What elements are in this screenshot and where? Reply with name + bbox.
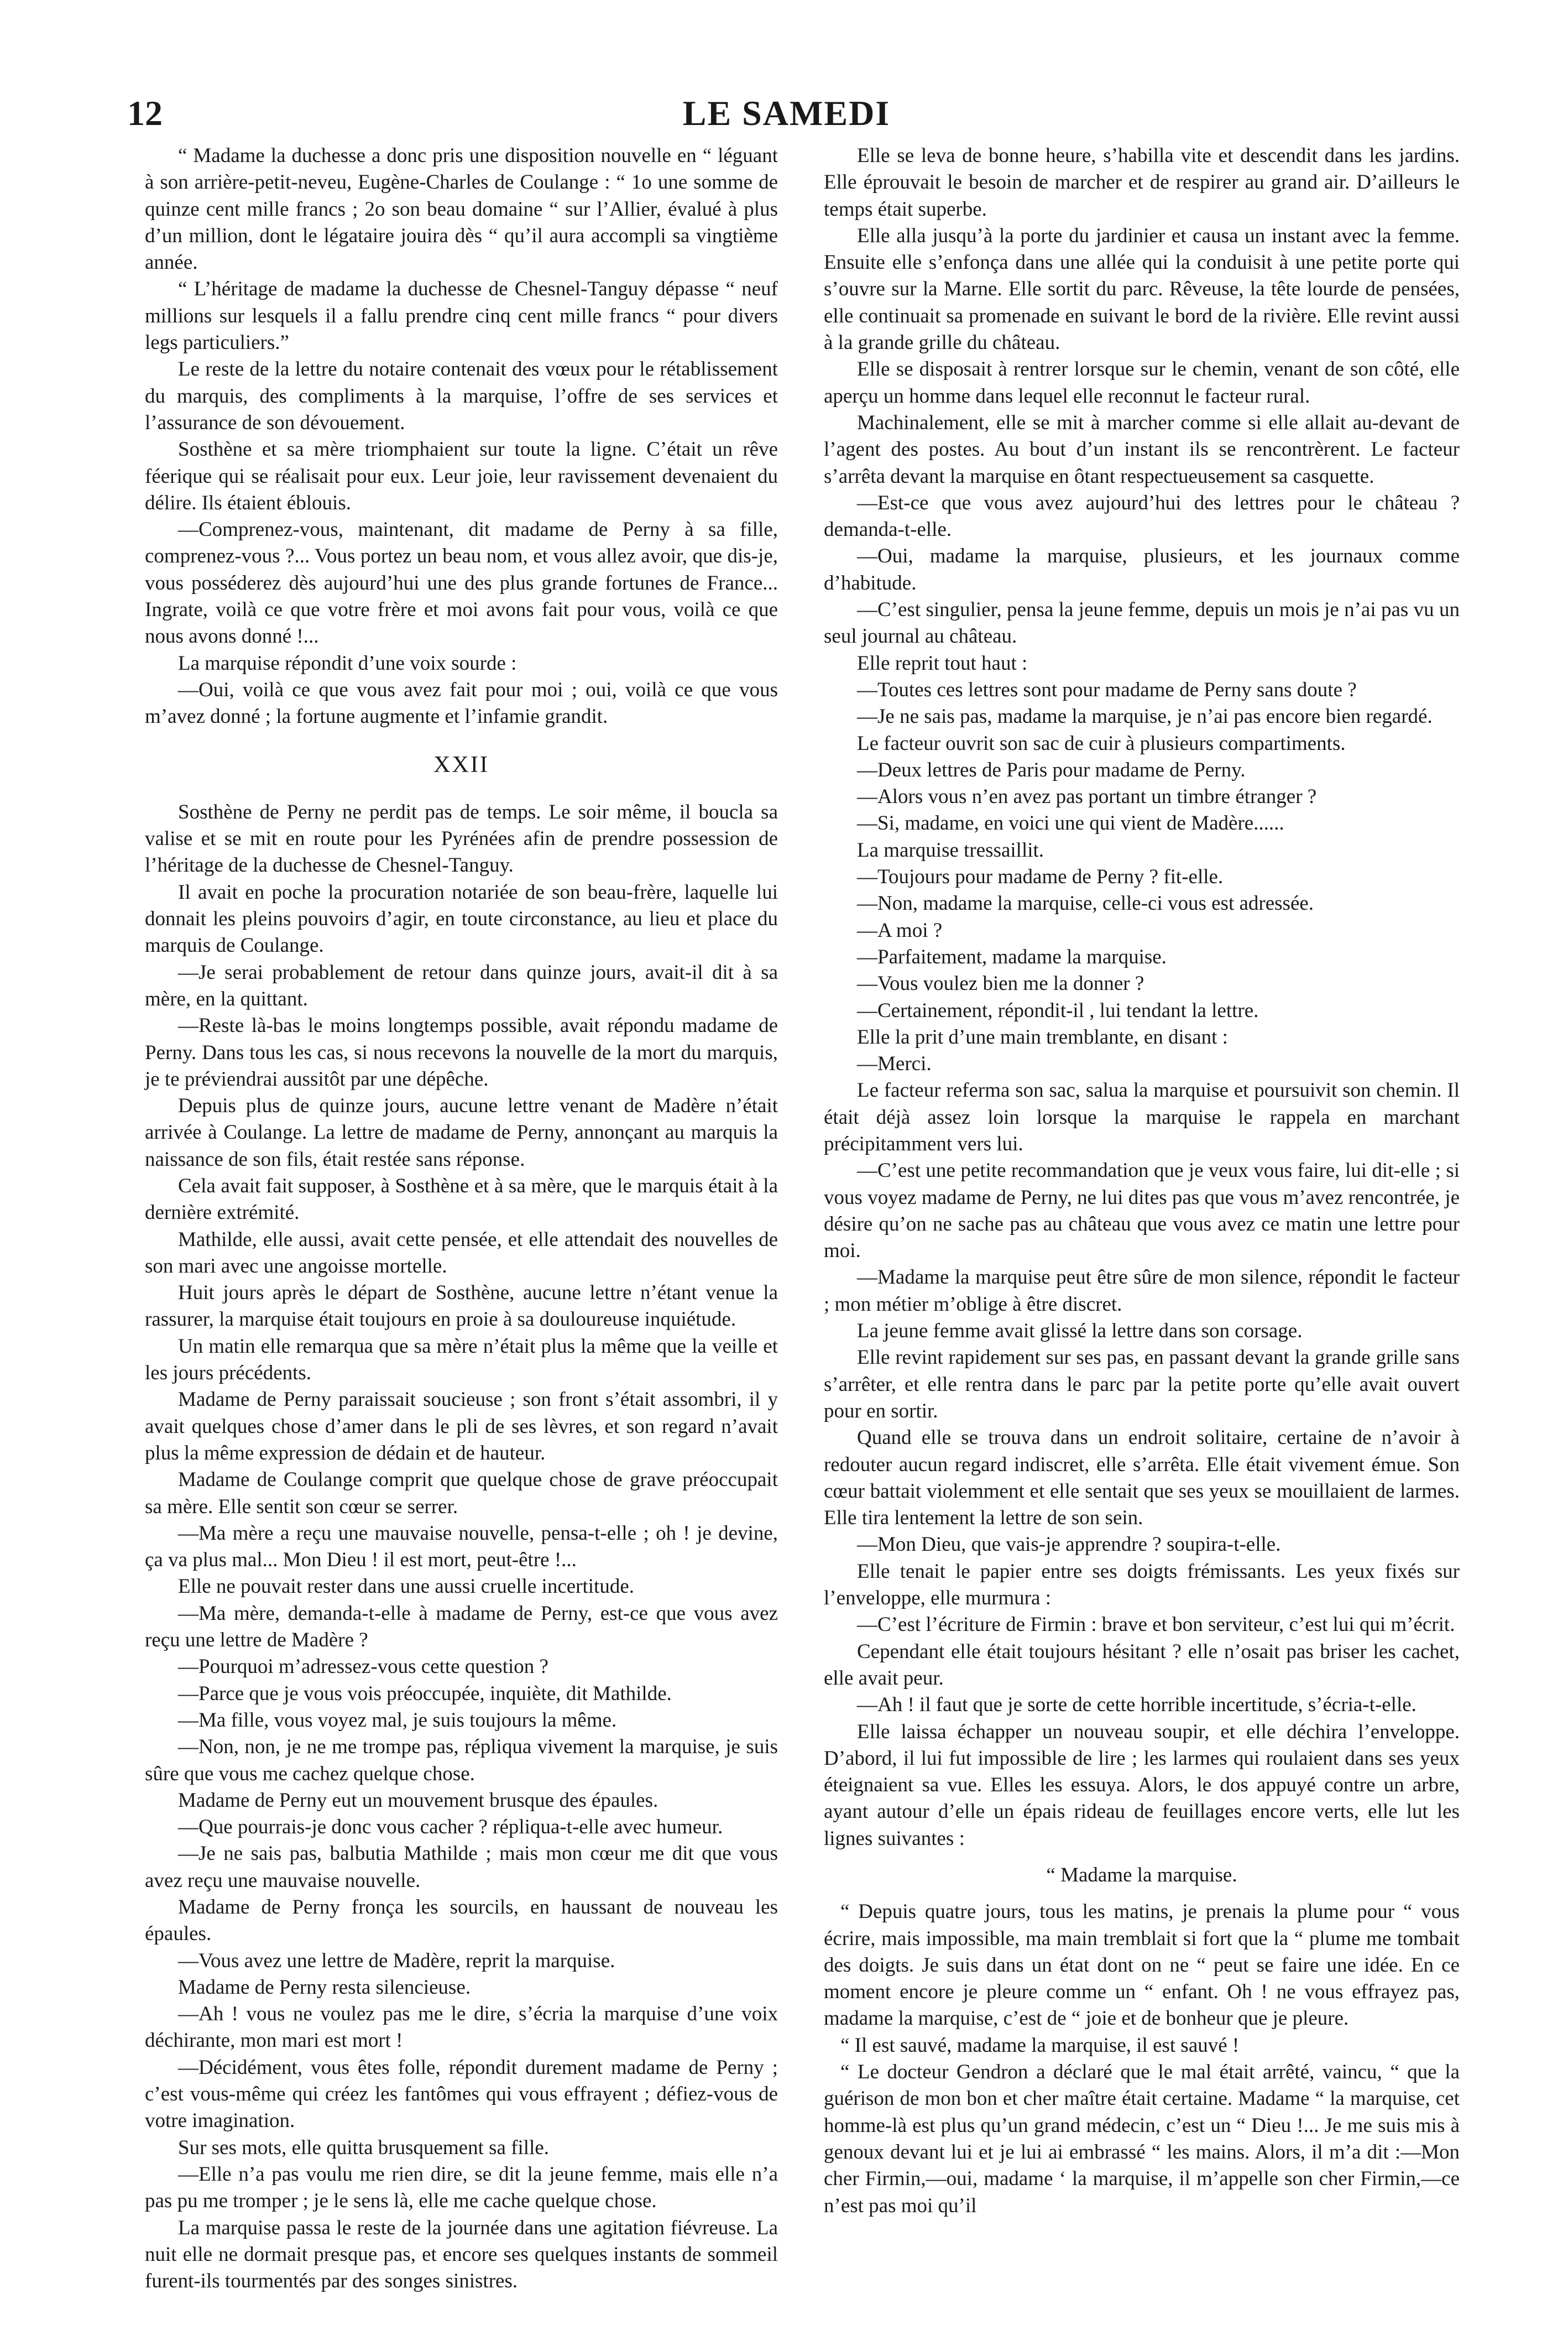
paragraph: —Je ne sais pas, madame la marquise, je n’ai pas encore bien regardé. [857,705,1433,728]
paragraph: Madame de Coulange comprit que quelque chose de grave préoccupait sa mère. Elle sentit son cœur se serrer. [145,1468,778,1518]
paragraph: Machinalement, elle se mit à marcher comme si elle allait au-devant de l’agent des postes. Au bout d’un instant ils se rencontrèrent. Le facteur s’arrêta devant la marquise en ôtant respectueusement sa casquette. [824,411,1460,488]
paragraph: Elle revint rapidement sur ses pas, en passant devant la grande grille sans s’arrêter, et elle rentra dans le parc par la petite porte qu’elle avait ouvert pour en sortir. [824,1346,1460,1422]
paragraph: Elle se leva de bonne heure, s’habilla vite et descendit dans les jardins. Elle éprouvait le besoin de marcher et de respirer au grand air. D’ailleurs le temps était superbe. [824,144,1460,221]
paragraph: —Oui, madame la marquise, plusieurs, et les journaux comme d’habitude. [824,545,1460,595]
right-column [824,143,1460,2219]
paragraph: —Parce que je vous vois préoccupée, inquiète, dit Mathilde. [178,1682,672,1705]
letter-salutation: “ Madame la marquise. [1046,1864,1237,1886]
paragraph: —Alors vous n’en avez pas portant un timbre étranger ? [857,785,1317,809]
paragraph: —Je serai probablement de retour dans quinze jours, avait-il dit à sa mère, en la quittant. [145,961,778,1010]
paragraph: La jeune femme avait glissé la lettre dans son corsage. [857,1320,1303,1343]
paragraph: —Non, madame la marquise, celle-ci vous est adressée. [857,892,1314,915]
paragraph: —Ma fille, vous voyez mal, je suis toujours la même. [178,1708,617,1732]
letter-paragraph: “ Il est sauvé, madame la marquise, il est sauvé ! [840,2034,1240,2057]
paragraph: Elle alla jusqu’à la porte du jardinier et causa un instant avec la femme. Ensuite elle s’enfonça dans une allée qui la conduisit à une petite porte qui s’ouvre sur la Marne. Elle sortit du parc. Rêveuse, la tête lourde de pensées, elle continuait sa promenade en suivant le bord de la rivière. Elle revint aussi à la grande grille du château. [824,224,1460,355]
left-column [145,143,778,2295]
paragraph: Madame de Perny resta silencieuse. [178,1975,471,1999]
paragraph: Madame de Perny paraissait soucieuse ; son front s’était assombri, il y avait quelques chose d’amer dans le pli de ses lèvres, et son regard n’avait plus la même expression de dédain et de hauteur. [145,1388,778,1464]
letter-paragraph: “ Depuis quatre jours, tous les matins, je prenais la plume pour “ vous écrire, mais impossible, ma main tremblait si fort que la “ plume me tombait des doigts. Je suis dans un état dont on ne “ peut se faire une idée. En ce moment encore je pleure comme un “ enfant. Oh ! ne vous effrayez pas, madame la marquise, c’est de “ joie et de bonheur que je pleure. [824,1900,1460,2030]
page-header [127,93,1446,143]
paragraph: Madame de Perny eut un mouvement brusque des épaules. [178,1789,658,1812]
paragraph: Elle laissa échapper un nouveau soupir, et elle déchira l’enveloppe. D’abord, il lui fut impossible de lire ; les larmes qui roulaient dans ses yeux éteignaient sa vue. Elles les essuya. Alors, le dos appuyé contre un arbre, ayant autour d’elle un épais rideau de feuillages encore verts, elle lut les lignes suivantes : [824,1720,1460,1850]
paragraph: —Toutes ces lettres sont pour madame de Perny sans doute ? [857,678,1357,701]
paragraph: —Certainement, répondit-il , lui tendant la lettre. [857,999,1259,1022]
paragraph: —Mon Dieu, que vais-je apprendre ? soupira-t-elle. [857,1533,1281,1556]
paragraph: Le facteur referma son sac, salua la marquise et poursuivit son chemin. Il était déjà assez loin lorsque la marquise le rappela en marchant précipitamment vers lui. [824,1079,1460,1155]
paragraph: Le facteur ouvrit son sac de cuir à plusieurs compartiments. [857,732,1346,755]
paragraph: —C’est singulier, pensa la jeune femme, depuis un mois je n’ai pas vu un seul journal au château. [824,598,1460,648]
paragraph: La marquise passa le reste de la journée dans une agitation fiévreuse. La nuit elle ne dormait presque pas, et encore ses quelques instants de sommeil furent-ils tourmentés par des songes sinistres. [145,2216,778,2293]
paragraph: —Si, madame, en voici une qui vient de Madère...... [857,812,1284,835]
letter-paragraph: “ Le docteur Gendron a déclaré que le mal était arrêté, vaincu, “ que la guérison de mon bon et cher maître était certaine. Madame “ la marquise, cet homme-là est plus qu’un grand médecin, c’est un “ Dieu !... Je me suis mis à genoux devant lui et je lui ai embrassé “ les mains. Alors, il m’a dit :—Mon cher Firmin,—oui, madame ‘ la marquise, il m’appelle son cher Firmin,—ce n’est pas moi qu’il [824,2061,1460,2217]
paragraph: Cela avait fait supposer, à Sosthène et à sa mère, que le marquis était à la dernière extrémité. [145,1174,778,1224]
paragraph: —Décidément, vous êtes folle, répondit durement madame de Perny ; c’est vous-même qui créez les fantômes qui vous effrayent ; défiez-vous de votre imagination. [145,2056,778,2133]
page-number: 12 [127,93,163,133]
paragraph: —Reste là-bas le moins longtemps possible, avait répondu madame de Perny. Dans tous les cas, si nous recevons la nouvelle de la mort du marquis, je te préviendrai aussitôt par une dépêche. [145,1014,778,1091]
paragraph: Elle reprit tout haut : [857,651,1028,675]
paragraph: —C’est une petite recommandation que je veux vous faire, lui dit-elle ; si vous voyez madame de Perny, ne lui dites pas que vous m’avez rencontrée, je désire qu’on ne sache pas au château que vous avez ce matin une lettre pour moi. [824,1159,1460,1263]
paragraph: —Est-ce que vous avez aujourd’hui des lettres pour le château ? demanda-t-elle. [824,491,1460,541]
paragraph: —Pourquoi m’adressez-vous cette question ? [178,1655,548,1678]
paragraph: —Vous avez une lettre de Madère, reprit la marquise. [178,1949,615,1972]
paragraph: Cependant elle était toujours hésitant ? elle n’osait pas briser les cachet, elle avait peur. [824,1640,1460,1690]
paragraph: —Toujours pour madame de Perny ? fit-elle. [857,866,1224,889]
paragraph: Depuis plus de quinze jours, aucune lettre venant de Madère n’était arrivée à Coulange. La lettre de madame de Perny, annonçant au marquis la naissance de son fils, était restée sans réponse. [145,1094,778,1171]
paragraph: “ Madame la duchesse a donc pris une disposition nouvelle en “ léguant à son arrière-petit-neveu, Eugène-Charles de Coulange : “ 1o une somme de quinze cent mille francs ; 2o son beau domaine “ sur l’Allier, évalué à plus d’un million, dont le légataire jouira dès “ qu’il aura accompli sa vingtième année. [145,144,778,274]
paragraph: —Ah ! il faut que je sorte de cette horrible incertitude, s’écria-t-elle. [857,1693,1417,1717]
paragraph: Elle se disposait à rentrer lorsque sur le chemin, venant de son côté, elle aperçu un homme dans lequel elle reconnut le facteur rural. [824,358,1460,408]
paragraph: Elle tenait le papier entre ses doigts frémissants. Les yeux fixés sur l’enveloppe, elle murmura : [824,1560,1460,1610]
paragraph: Huit jours après le départ de Sosthène, aucune lettre n’étant venue la rassurer, la marquise était toujours en proie à sa douloureuse inquiétude. [145,1281,778,1331]
paragraph: —A moi ? [857,919,943,942]
chapter-heading: XXII [433,752,489,778]
paragraph: —Que pourrais-je donc vous cacher ? répliqua-t-elle avec humeur. [178,1816,723,1839]
paragraph: —Deux lettres de Paris pour madame de Perny. [857,758,1246,781]
paragraph: —Vous voulez bien me la donner ? [857,972,1144,995]
paragraph: Elle la prit d’une main tremblante, en disant : [857,1025,1228,1049]
paragraph: La marquise tressaillit. [857,838,1044,862]
paragraph: —C’est l’écriture de Firmin : brave et bon serviteur, c’est lui qui m’écrit. [857,1613,1455,1636]
paragraph: —Madame la marquise peut être sûre de mon silence, répondit le facteur ; mon métier m’oblige à être discret. [824,1266,1460,1316]
paragraph: Il avait en poche la procuration notariée de son beau-frère, laquelle lui donnait les pleins pouvoirs d’agir, en toute circonstance, au lieu et place du marquis de Coulange. [145,880,778,957]
paragraph: —Non, non, je ne me trompe pas, répliqua vivement la marquise, je suis sûre que vous me cachez quelque chose. [145,1735,778,1785]
paragraph: Sosthène et sa mère triomphaient sur toute la ligne. C’était un rêve féerique qui se réalisait pour eux. Leur joie, leur ravissement devenaient du délire. Ils étaient éblouis. [145,438,778,514]
paragraph: Le reste de la lettre du notaire contenait des vœux pour le rétablissement du marquis, des compliments à la marquise, l’offre de ses services et l’assurance de son dévouement. [145,358,778,434]
paragraph: —Ah ! vous ne voulez pas me le dire, s’écria la marquise d’une voix déchirante, mon mari est mort ! [145,2003,778,2052]
paragraph: Madame de Perny fronça les sourcils, en haussant de nouveau les épaules. [145,1896,778,1946]
paragraph: Mathilde, elle aussi, avait cette pensée, et elle attendait des nouvelles de son mari avec une angoisse mortelle. [145,1228,778,1278]
page-title: LE SAMEDI [682,93,891,133]
paragraph: —Ma mère, demanda-t-elle à madame de Perny, est-ce que vous avez reçu une lettre de Madère ? [145,1602,778,1652]
paragraph: “ L’héritage de madame la duchesse de Chesnel-Tanguy dépasse “ neuf millions sur lesquels il a fallu prendre cinq cent mille francs “ pour divers legs particuliers.” [145,278,778,355]
paragraph: —Je ne sais pas, balbutia Mathilde ; mais mon cœur me dit que vous avez reçu une mauvaise nouvelle. [145,1842,778,1892]
paragraph: —Ma mère a reçu une mauvaise nouvelle, pensa-t-elle ; oh ! je devine, ça va plus mal... Mon Dieu ! il est mort, peut-être !... [145,1521,778,1572]
paragraph: Sosthène de Perny ne perdit pas de temps. Le soir même, il boucla sa valise et se mit en route pour les Pyrénées afin de prendre possession de l’héritage de la duchesse de Chesnel-Tanguy. [145,800,778,877]
paragraph: Sur ses mots, elle quitta brusquement sa fille. [178,2136,550,2159]
paragraph: —Comprenez-vous, maintenant, dit madame de Perny à sa fille, comprenez-vous ?... Vous portez un beau nom, et vous allez avoir, que dis-je, vous posséderez dès aujourd’hui une des plus grande fortunes de France... Ingrate, voilà ce que votre frère et moi avons fait pour vous, voilà ce que nous avons donné !... [145,518,778,648]
paragraph: Quand elle se trouva dans un endroit solitaire, certaine de n’avoir à redouter aucun regard indiscret, elle s’arrêta. Elle était vivement émue. Son cœur battait violemment et elle sentait que ses yeux se mouillaient de larmes. Elle tira lentement la lettre de son sein. [824,1426,1460,1530]
paragraph: —Oui, voilà ce que vous avez fait pour moi ; oui, voilà ce que vous m’avez donné ; la fortune augmente et l’infamie grandit. [145,678,778,728]
paragraph: Elle ne pouvait rester dans une aussi cruelle incertitude. [178,1575,635,1598]
paragraph: Un matin elle remarqua que sa mère n’était plus la même que la veille et les jours précédents. [145,1335,778,1385]
paragraph: —Parfaitement, madame la marquise. [857,945,1167,968]
paragraph: La marquise répondit d’une voix sourde : [178,651,517,675]
paragraph: —Elle n’a pas voulu me rien dire, se dit la jeune femme, mais elle n’a pas pu me tromper ; je le sens là, elle me cache quelque chose. [145,2162,778,2213]
paragraph: —Merci. [857,1052,932,1076]
